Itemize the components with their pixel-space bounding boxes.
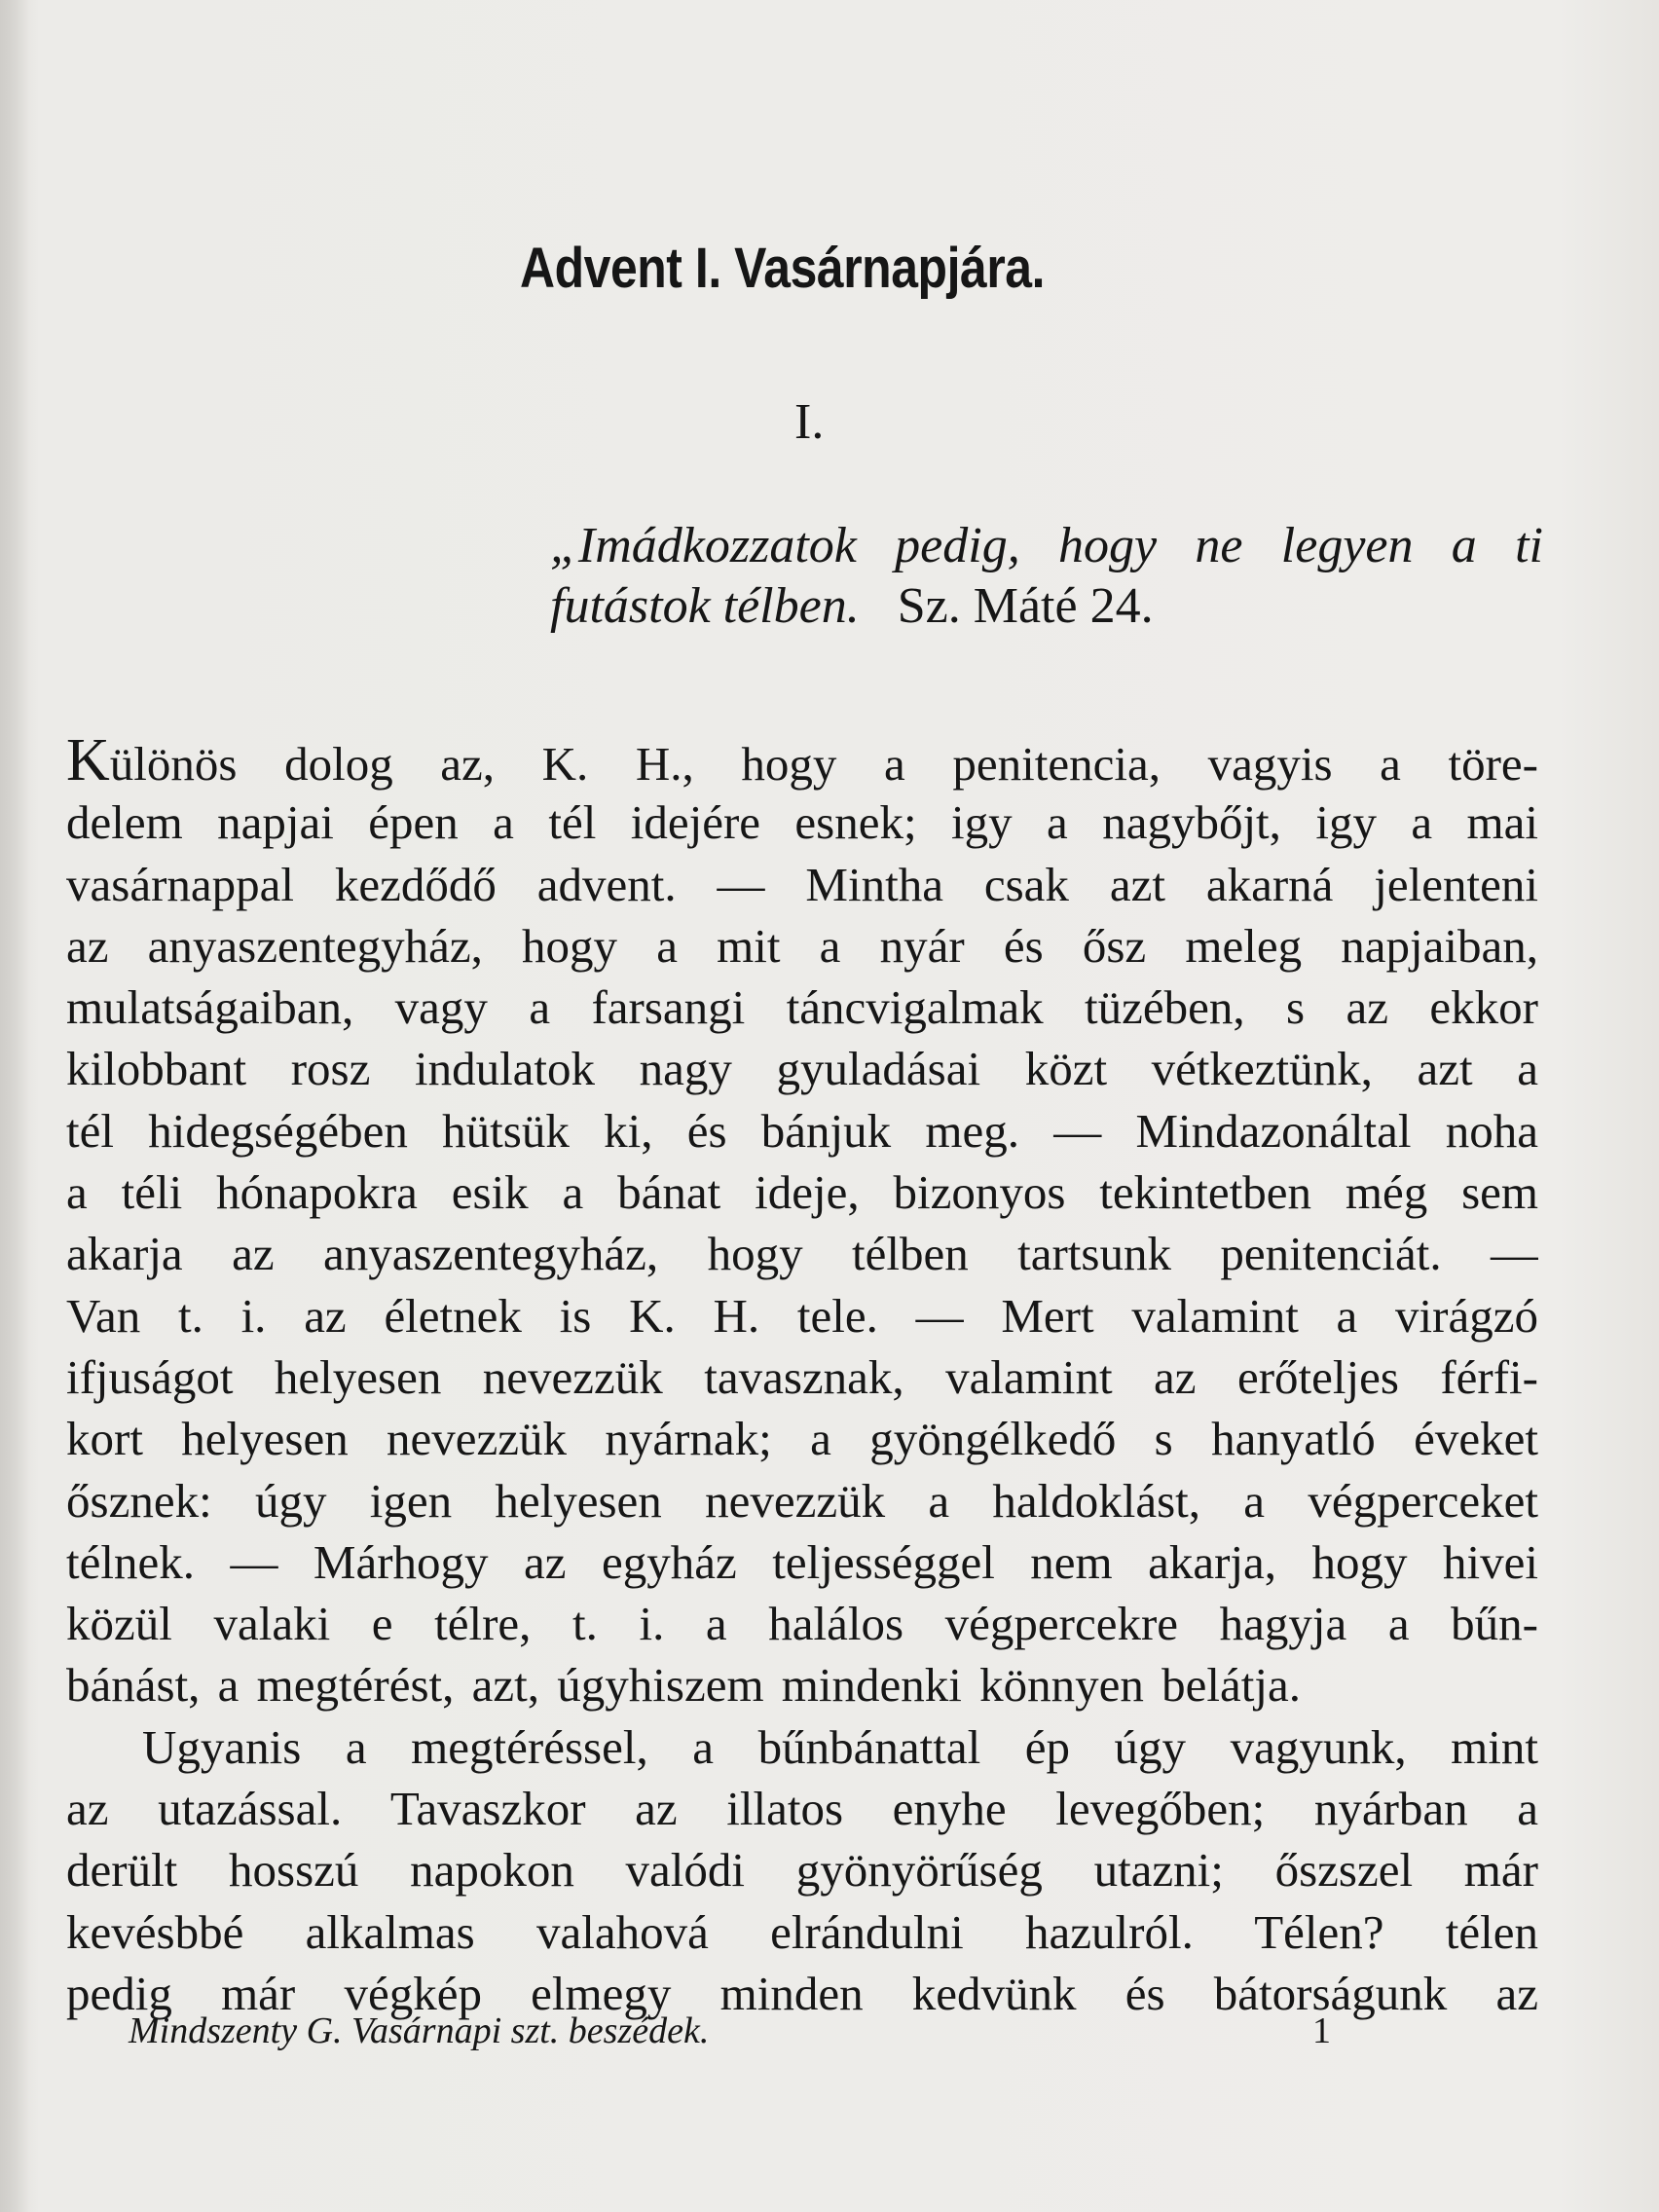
text-line: Ugyanis a megtéréssel, a bűnbánattal ép úgy vagyunk, mint	[142, 1719, 1538, 1774]
drop-cap: K	[66, 730, 110, 793]
text-line: a téli hónapokra esik a bánat ideje, bizonyos tekintetben még sem	[66, 1165, 1538, 1220]
epigraph-quote-text: „Imádkozzatok pedig, hogy ne legyen a ti	[550, 518, 1543, 573]
text-line: derült hosszú napokon valódi gyönyörűség utazni; őszszel már	[66, 1843, 1538, 1898]
text-line: vasárnappal kezdődő advent. — Mintha csak azt akarná jelenteni	[66, 857, 1538, 911]
text-line: tél hidegségében hütsük ki, és bánjuk meg. — Mindazonáltal noha	[66, 1103, 1538, 1158]
text-line: az utazással. Tavaszkor az illatos enyhe levegőben; nyárban a	[66, 1782, 1538, 1836]
text-line: ifjuságot helyesen nevezzük tavasznak, valamint az erőteljes férfi-	[66, 1349, 1538, 1404]
text-line: mulatságaiban, vagy a farsangi táncvigalmak tüzében, s az ekkor	[66, 980, 1538, 1035]
body-text	[66, 730, 1538, 2024]
text-line: ősznek: úgy igen helyesen nevezzük a haldoklást, a végperceket	[66, 1473, 1538, 1528]
epigraph-quote-end: futástok télben.	[550, 578, 860, 634]
page-number: 1	[1312, 2010, 1331, 2051]
text-line	[66, 730, 1538, 792]
epigraph-line-2	[550, 576, 1543, 637]
text-line: az anyaszentegyház, hogy a mit a nyár és ősz meleg napjaiban,	[66, 918, 1538, 973]
text-line: bánást, a megtérést, azt, úgyhiszem mindenki könnyen belátja.	[66, 1658, 1301, 1713]
text-line: Van t. i. az életnek is K. H. tele. — Mert valamint a virágzó	[66, 1288, 1538, 1343]
text-line: közül valaki e télre, t. i. a halálos végpercekre hagyja a bűn-	[66, 1597, 1538, 1651]
page-title: Advent I. Vasárnapjára.	[520, 237, 1046, 300]
epigraph-reference: Sz. Máté 24.	[897, 578, 1154, 634]
footer-signature: Mindszenty G. Vasárnapi szt. beszédek.	[129, 2010, 710, 2051]
text-line: pedig már végkép elmegy minden kedvünk és bátorságunk az	[66, 1966, 1538, 2020]
epigraph	[550, 516, 1543, 637]
text-line: akarja az anyaszentegyház, hogy télben tartsunk penitenciát. —	[66, 1227, 1538, 1281]
page-edge-shadow	[0, 0, 29, 2212]
text-line: kevésbbé alkalmas valahová elrándulni hazulról. Télen? télen	[66, 1904, 1538, 1959]
text-line: delem napjai épen a tél idejére esnek; igy a nagybőjt, igy a mai	[66, 795, 1538, 850]
section-number: I.	[794, 394, 825, 450]
text-line: kort helyesen nevezzük nyárnak; a gyöngélkedő s hanyatló éveket	[66, 1412, 1538, 1466]
text-line-content: ülönös dolog az, K. H., hogy a penitencia, vagyis a töre-	[109, 737, 1538, 791]
text-line: kilobbant rosz indulatok nagy gyuladásai közt vétkeztünk, azt a	[66, 1042, 1538, 1096]
epigraph-line-1	[550, 516, 1543, 576]
text-line: télnek. — Márhogy az egyház teljességgel nem akarja, hogy hivei	[66, 1534, 1538, 1589]
